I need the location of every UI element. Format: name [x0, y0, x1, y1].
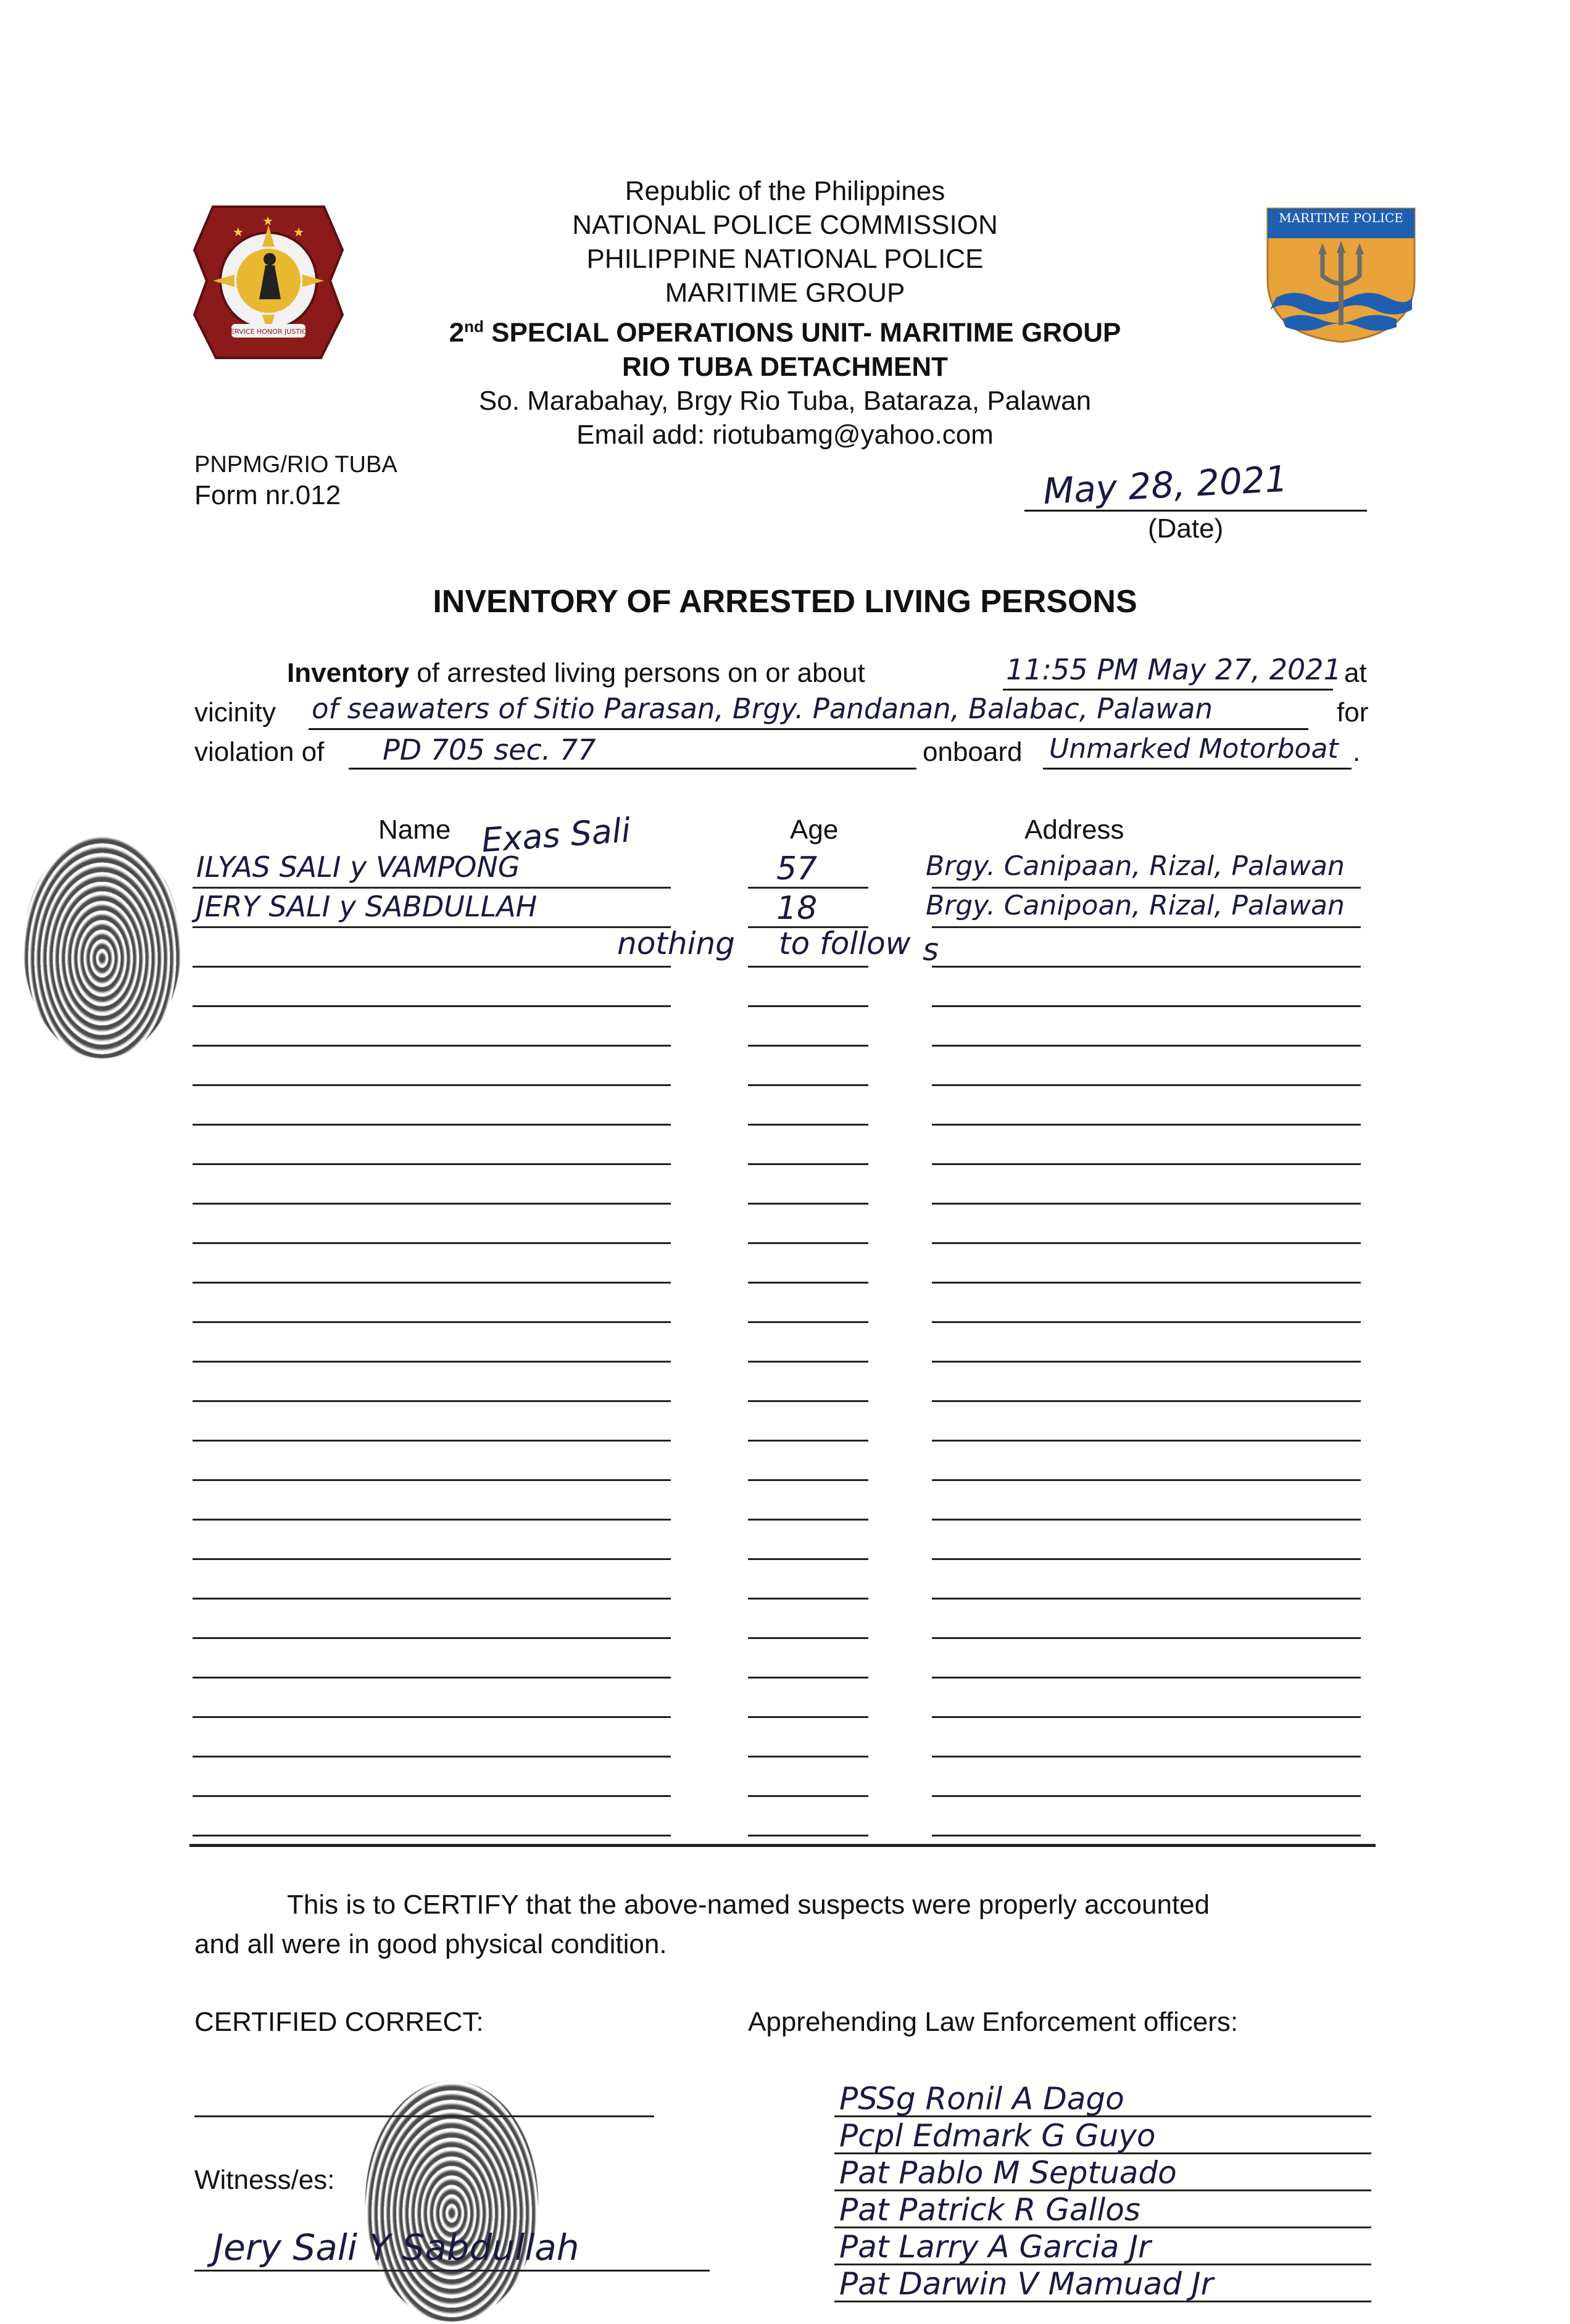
- table-row-rule: [193, 1558, 671, 1560]
- table-row-rule: [748, 1084, 868, 1086]
- header-napolcom: NATIONAL POLICE COMMISSION: [572, 210, 998, 240]
- table-row-rule: [932, 1716, 1361, 1718]
- table-cell-name: JERY SALI y SABDULLAH: [196, 890, 538, 923]
- badge-text: MARITIME POLICE: [1279, 210, 1403, 225]
- table-row-rule: [193, 1756, 671, 1758]
- officers-label: Apprehending Law Enforcement officers:: [748, 2007, 1239, 2037]
- violation-value: PD 705 sec. 77: [383, 733, 596, 766]
- table-row-rule: [932, 926, 1361, 928]
- table-row-rule: [932, 1400, 1361, 1402]
- table-row-rule: [748, 1163, 868, 1165]
- table-row-rule: [748, 1440, 868, 1442]
- table-cell-address: Brgy. Canipoan, Rizal, Palawan: [926, 890, 1345, 921]
- table-row-rule: [932, 1637, 1361, 1639]
- table-row-rule: [748, 1479, 868, 1481]
- table-row-rule: [193, 887, 671, 889]
- table-row-rule: [932, 1795, 1361, 1797]
- table-row-rule: [748, 1835, 868, 1836]
- table-row-rule: [932, 1321, 1361, 1323]
- table-row-rule: [193, 1677, 671, 1679]
- table-row-rule: [748, 1558, 868, 1560]
- table-row-rule: [932, 1440, 1361, 1442]
- violation-underline: [349, 768, 916, 770]
- table-row-rule: [193, 1084, 671, 1086]
- svg-text:★: ★: [262, 214, 273, 228]
- table-row-rule: [748, 1519, 868, 1521]
- table-row-rule: [193, 1716, 671, 1718]
- form-number: Form nr.012: [194, 480, 341, 510]
- onboard-value: Unmarked Motorboat: [1049, 733, 1339, 765]
- table-row-rule: [932, 1282, 1361, 1284]
- svg-text:★: ★: [293, 225, 304, 239]
- table-cell-address: Brgy. Canipaan, Rizal, Palawan: [926, 850, 1345, 882]
- table-row-rule: [932, 1005, 1361, 1007]
- header-address: So. Marabahay, Brgy Rio Tuba, Bataraza, Palawan: [478, 385, 1092, 416]
- header-email: Email add: riotubamg@yahoo.com: [576, 419, 994, 450]
- table-row-rule: [193, 1361, 671, 1363]
- header-republic: Republic of the Philippines: [625, 176, 945, 206]
- name-overwrite-note: Exas Sali: [480, 810, 632, 860]
- form-number-block: [194, 449, 397, 511]
- table-row-rule: [193, 1242, 671, 1244]
- header-unit: 2nd SPECIAL OPERATIONS UNIT- MARITIME GROUP: [449, 317, 1121, 348]
- vicinity-value: of seawaters of Sitio Parasan, Brgy. Pandanan, Balabac, Palawan: [312, 692, 1213, 725]
- officer-name: Pat Larry A Garcia Jr: [839, 2229, 1151, 2265]
- header-maritime-group: MARITIME GROUP: [665, 278, 905, 308]
- table-row-rule: [932, 1756, 1361, 1758]
- closing-nothing: nothing: [617, 926, 735, 961]
- table-row-rule: [748, 1045, 868, 1047]
- table-row-rule: [193, 926, 671, 928]
- table-row-rule: [932, 966, 1361, 968]
- table-row-rule: [932, 1677, 1361, 1679]
- table-cell-age: 57: [776, 850, 818, 887]
- table-row-rule: [932, 1203, 1361, 1205]
- table-row-rule: [193, 1282, 671, 1284]
- witness-signature-line: [194, 2270, 710, 2272]
- intro-period: .: [1353, 737, 1361, 767]
- certified-correct-label: CERTIFIED CORRECT:: [194, 2007, 484, 2037]
- onboard-underline: [1043, 768, 1352, 770]
- letterhead: [185, 174, 1385, 452]
- date-label: (Date): [1148, 513, 1224, 544]
- closing-to-follow: to follow: [779, 926, 911, 961]
- column-header-age: Age: [790, 815, 839, 845]
- time-value: 11:55 PM May 27, 2021: [1006, 653, 1342, 686]
- column-header-name: Name: [378, 815, 451, 845]
- table-row-rule: [932, 1361, 1361, 1363]
- form-title: INVENTORY OF ARRESTED LIVING PERSONS: [433, 584, 1137, 620]
- violation-label: violation of: [194, 737, 325, 767]
- vicinity-label: vicinity: [194, 697, 276, 728]
- table-row-rule: [748, 1716, 868, 1718]
- table-row-rule: [748, 1242, 868, 1244]
- table-row-rule: [193, 1045, 671, 1047]
- header-detachment: RIO TUBA DETACHMENT: [622, 351, 948, 382]
- time-underline: [1003, 689, 1333, 691]
- table-row-rule: [932, 1835, 1361, 1836]
- table-row-rule: [748, 1677, 868, 1679]
- intro-for: for: [1337, 697, 1369, 728]
- officer-name: Pat Darwin V Mamuad Jr: [839, 2266, 1214, 2302]
- form-office: PNPMG/RIO TUBA: [194, 452, 397, 478]
- intro-lead-rest: of arrested living persons on or about: [409, 658, 865, 688]
- table-row-rule: [748, 1005, 868, 1007]
- table-row-rule: [193, 1637, 671, 1639]
- table-row-rule: [748, 966, 868, 968]
- officer-name: Pcpl Edmark G Guyo: [839, 2118, 1156, 2154]
- date-value: May 28, 2021: [1042, 457, 1289, 513]
- table-row-rule: [193, 1163, 671, 1165]
- table-row-rule: [932, 1242, 1361, 1244]
- table-row-rule: [932, 1598, 1361, 1600]
- table-row-rule: [748, 1361, 868, 1363]
- table-row-rule: [193, 1005, 671, 1007]
- table-cell-age: 18: [776, 890, 818, 927]
- witness-label: Witness/es:: [194, 2165, 335, 2195]
- officer-name: Pat Pablo M Septuado: [839, 2155, 1177, 2191]
- table-row-rule: [748, 1400, 868, 1402]
- column-header-address: Address: [1024, 815, 1124, 845]
- certify-line2: and all were in good physical condition.: [194, 1929, 667, 1959]
- table-row-rule: [748, 1321, 868, 1323]
- table-cell-name: ILYAS SALI y VAMPONG: [196, 850, 520, 884]
- vicinity-underline: [309, 728, 1308, 730]
- table-row-rule: [193, 1479, 671, 1481]
- date-underline: [1024, 510, 1367, 512]
- table-row-rule: [932, 1558, 1361, 1560]
- table-bottom-line: [189, 1844, 1376, 1847]
- fingerprint-left: [23, 836, 181, 1058]
- table-row-rule: [932, 1163, 1361, 1165]
- table-row-rule: [193, 1400, 671, 1402]
- table-row-rule: [932, 1124, 1361, 1126]
- table-row-rule: [932, 1519, 1361, 1521]
- table-row-rule: [932, 887, 1361, 889]
- certify-line1: This is to CERTIFY that the above-named suspects were properly accounted: [287, 1890, 1210, 1920]
- table-row-rule: [932, 1479, 1361, 1481]
- table-row-rule: [748, 1124, 868, 1126]
- table-row-rule: [748, 1282, 868, 1284]
- intro-lead-bold: Inventory: [287, 658, 410, 688]
- officer-name: PSSg Ronil A Dago: [839, 2081, 1124, 2117]
- table-row-rule: [748, 1203, 868, 1205]
- table-row-rule: [193, 1203, 671, 1205]
- witness-name: Jery Sali Y Sabdullah: [213, 2226, 579, 2268]
- closing-s: s: [923, 932, 939, 968]
- table-row-rule: [193, 1321, 671, 1323]
- officer-name: Pat Patrick R Gallos: [839, 2192, 1140, 2228]
- intro-at: at: [1344, 658, 1367, 688]
- table-row-rule: [748, 1756, 868, 1758]
- table-row-rule: [193, 1835, 671, 1836]
- table-row-rule: [193, 1795, 671, 1797]
- header-pnp: PHILIPPINE NATIONAL POLICE: [586, 244, 984, 274]
- table-row-rule: [748, 1637, 868, 1639]
- table-row-rule: [748, 1598, 868, 1600]
- svg-text:★: ★: [233, 225, 244, 239]
- table-row-rule: [932, 1045, 1361, 1047]
- table-row-rule: [193, 1598, 671, 1600]
- table-row-rule: [748, 1795, 868, 1797]
- intro-line1: [287, 658, 865, 689]
- onboard-label: onboard: [923, 737, 1023, 767]
- certified-signature-line: [194, 2115, 654, 2117]
- table-row-rule: [193, 966, 671, 968]
- table-row-rule: [193, 1124, 671, 1126]
- table-row-rule: [932, 1084, 1361, 1086]
- table-row-rule: [193, 1440, 671, 1442]
- seal-motto-text: SERVICE HONOR JUSTICE: [226, 328, 311, 336]
- table-row-rule: [193, 1519, 671, 1521]
